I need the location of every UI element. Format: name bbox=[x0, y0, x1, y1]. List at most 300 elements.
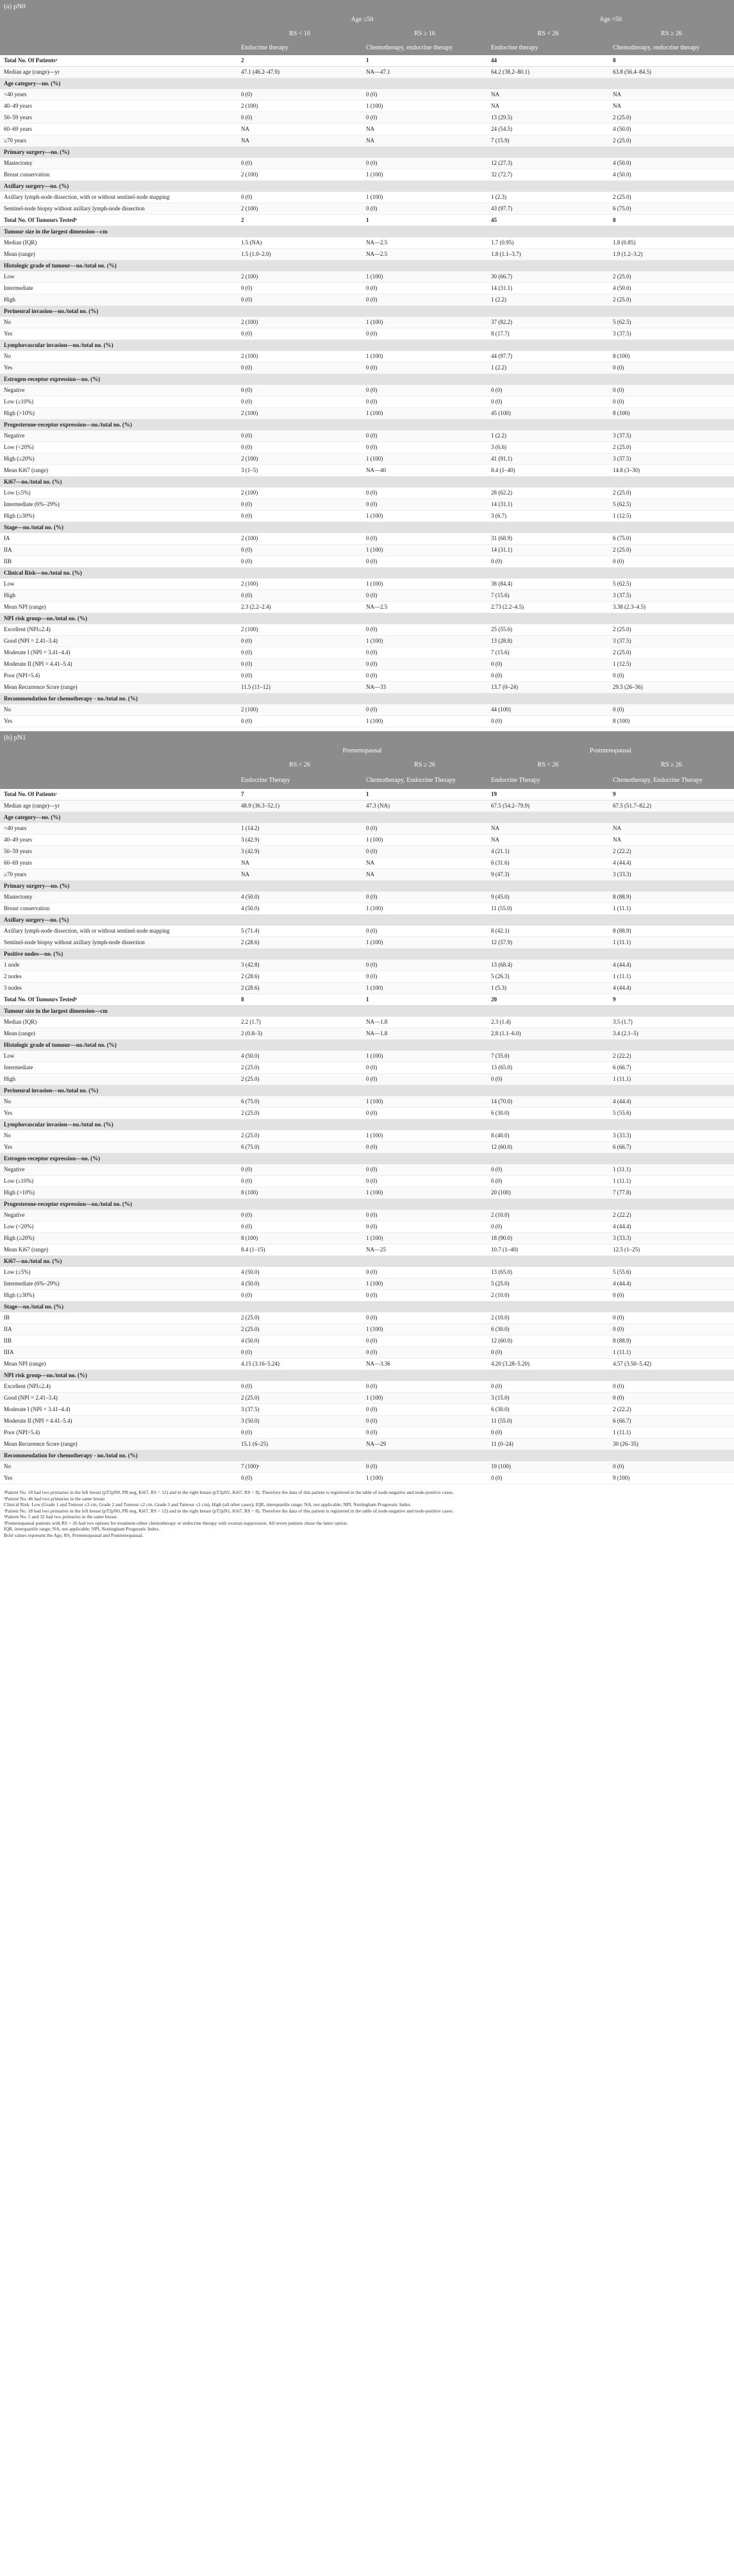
table-cell: 4 (44.4) bbox=[609, 1221, 734, 1233]
table-cell: 2 (22.2) bbox=[609, 1210, 734, 1221]
table-row bbox=[0, 271, 734, 283]
table-cell: 13 (29.5) bbox=[487, 112, 609, 124]
table-cell: 4 (50.0) bbox=[609, 124, 734, 135]
table-cell: 0 (0) bbox=[237, 192, 362, 203]
table-cell: 0 (0) bbox=[362, 1210, 487, 1221]
table-row bbox=[0, 430, 734, 442]
table-body-pn1 bbox=[0, 789, 734, 1484]
table-cell: NA bbox=[237, 135, 362, 147]
table-cell: 0 (0) bbox=[237, 636, 362, 647]
table-cell: 1 (11.1) bbox=[609, 1074, 734, 1085]
table-cell: 4 (44.4) bbox=[609, 1096, 734, 1108]
col-header: RS ≥ 16 bbox=[362, 27, 487, 41]
section-label: Primary surgery—no. (%) bbox=[0, 881, 734, 892]
table-cell: 2 (22.2) bbox=[609, 1051, 734, 1062]
table-cell: 2 (25.0) bbox=[237, 1130, 362, 1142]
table-cell: 8 (100) bbox=[609, 351, 734, 362]
table-cell: 1.9 (1.2–3.2) bbox=[609, 249, 734, 260]
table-cell: 3 (42.9) bbox=[237, 835, 362, 846]
header-blank bbox=[0, 41, 237, 55]
table-cell: 5 (62.5) bbox=[609, 499, 734, 511]
table-row bbox=[0, 1439, 734, 1450]
table-cell: 1 (2.2) bbox=[487, 294, 609, 306]
table-row bbox=[0, 579, 734, 590]
table-cell: 0 (0) bbox=[609, 1290, 734, 1301]
table-cell: 4 (50.0) bbox=[609, 169, 734, 181]
table-cell: NA—1.8 bbox=[362, 1017, 487, 1028]
row-label: Mean Ki67 (range) bbox=[0, 1244, 237, 1256]
table-cell: 2 (10.0) bbox=[487, 1290, 609, 1301]
table-cell: 1 (11.1) bbox=[609, 1347, 734, 1359]
col-header: RS ≥ 26 bbox=[609, 27, 734, 41]
table-cell: 0 (0) bbox=[362, 1267, 487, 1278]
table-cell: 1 (100) bbox=[362, 636, 487, 647]
section-header-row bbox=[0, 78, 734, 90]
table-cell: 0 (0) bbox=[237, 1290, 362, 1301]
table-cell: 12.5 (1–25) bbox=[609, 1244, 734, 1256]
row-label: 2 nodes bbox=[0, 971, 237, 983]
table-cell: 0 (0) bbox=[237, 1347, 362, 1359]
table-cell: NA bbox=[487, 835, 609, 846]
table-row bbox=[0, 1096, 734, 1108]
table-row bbox=[0, 1210, 734, 1221]
table-cell: 1 (100) bbox=[362, 545, 487, 556]
section-header-row bbox=[0, 181, 734, 192]
table-cell: 0 (0) bbox=[487, 1427, 609, 1439]
table-cell: 2 (10.0) bbox=[487, 1210, 609, 1221]
table-cell: NA—33 bbox=[362, 682, 487, 693]
table-cell: 8 (88.9) bbox=[609, 892, 734, 903]
table-cell: 0 (0) bbox=[237, 670, 362, 682]
table-cell: 1 (100) bbox=[362, 271, 487, 283]
table-cell: 7 (15.6) bbox=[487, 590, 609, 602]
table-cell: 4 (50.0) bbox=[237, 1267, 362, 1278]
row-label: Yes bbox=[0, 328, 237, 340]
row-label: Mean NPI (range) bbox=[0, 1359, 237, 1370]
table-row bbox=[0, 1028, 734, 1040]
table-cell: 0 (0) bbox=[362, 1062, 487, 1074]
total-row bbox=[0, 994, 734, 1006]
row-label: High bbox=[0, 294, 237, 306]
table-cell: 0 (0) bbox=[362, 1404, 487, 1416]
row-label: 60–69 years bbox=[0, 858, 237, 869]
table-cell: 44 (100) bbox=[487, 704, 609, 716]
row-label: ≥70 years bbox=[0, 869, 237, 881]
table-row bbox=[0, 624, 734, 636]
table-cell: 45 bbox=[487, 215, 609, 226]
table-cell: 44 bbox=[487, 55, 609, 67]
group-header-age-gt50: Age >50 bbox=[487, 13, 734, 27]
table-cell: 30 (66.7) bbox=[487, 271, 609, 283]
table-cell: 0 (0) bbox=[362, 1290, 487, 1301]
row-label: Negative bbox=[0, 430, 237, 442]
table-row bbox=[0, 249, 734, 260]
table-cell: 2 (100) bbox=[237, 351, 362, 362]
table-cell: 8 bbox=[609, 215, 734, 226]
table-cell: 2 bbox=[237, 55, 362, 67]
table-cell: 0 (0) bbox=[237, 294, 362, 306]
table-cell: 0 (0) bbox=[609, 704, 734, 716]
table-cell: 0 (0) bbox=[237, 1164, 362, 1176]
row-label: 50–59 years bbox=[0, 112, 237, 124]
col-header: RS < 26 bbox=[237, 758, 362, 772]
row-label: Excellent (NPI≤2.4) bbox=[0, 624, 237, 636]
row-label: 1 node bbox=[0, 960, 237, 971]
col-header: RS < 26 bbox=[487, 27, 609, 41]
table-cell: 1 (100) bbox=[362, 351, 487, 362]
row-label: Mastectomy bbox=[0, 892, 237, 903]
section-header-row bbox=[0, 1256, 734, 1267]
table-cell: 0 (0) bbox=[362, 670, 487, 682]
table-row bbox=[0, 237, 734, 249]
table-cell: NA bbox=[237, 869, 362, 881]
row-label: Intermediate bbox=[0, 283, 237, 294]
table-cell: 14 (31.1) bbox=[487, 499, 609, 511]
table-cell: 2 (22.2) bbox=[609, 1404, 734, 1416]
table-cell: NA—40 bbox=[362, 465, 487, 477]
table-cell: 0 (0) bbox=[362, 499, 487, 511]
table-row bbox=[0, 556, 734, 568]
table-cell: 47.1 (46.2–47.9) bbox=[237, 67, 362, 78]
table-cell: 2 (100) bbox=[237, 624, 362, 636]
table-cell: NA bbox=[362, 135, 487, 147]
table-cell: 0 (0) bbox=[609, 1381, 734, 1393]
table-cell: 0 (0) bbox=[237, 1427, 362, 1439]
footnote: ᶜPatient No. 18 had two primaries in the left breast (pT2pN0, PR neg, Ki67, RS = 12) and in the right breast (pT2pN1, Ki67, RS = 8). Therefore the data of this patient is registered in the table of node-negative and node-positive cases. bbox=[4, 1507, 454, 1514]
table-cell: 67.5 (51.7–82.2) bbox=[609, 801, 734, 812]
table-cell: 2 (100) bbox=[237, 317, 362, 328]
table-cell: 1 (100) bbox=[362, 1096, 487, 1108]
table-cell: 0 (0) bbox=[362, 1108, 487, 1119]
table-cell: 0 (0) bbox=[237, 545, 362, 556]
table-cell: 32 (72.7) bbox=[487, 169, 609, 181]
table-row bbox=[0, 1130, 734, 1142]
col-subheader: Chemotherapy, endocrine therapy bbox=[362, 41, 487, 55]
table-cell: 4 (50.0) bbox=[609, 283, 734, 294]
table-cell: 2 (100) bbox=[237, 453, 362, 465]
row-label: Mean (range) bbox=[0, 1028, 237, 1040]
table-cell: 1 (12.5) bbox=[609, 659, 734, 670]
table-cell: NA bbox=[362, 869, 487, 881]
table-cell: 2 (100) bbox=[237, 704, 362, 716]
table-cell: 8.4 (1–40) bbox=[487, 465, 609, 477]
table-cell: 6 (66.7) bbox=[609, 1142, 734, 1153]
total-row bbox=[0, 215, 734, 226]
table-cell: 0 (0) bbox=[362, 158, 487, 169]
table-cell: 0 (0) bbox=[362, 396, 487, 408]
table-cell: 1 bbox=[362, 994, 487, 1006]
section-label: Recommendation for chemotherapy - no./total no. (%) bbox=[0, 1450, 734, 1462]
table-cell: 0 (0) bbox=[362, 328, 487, 340]
table-row bbox=[0, 1187, 734, 1199]
table-cell: 11 (55.0) bbox=[487, 1416, 609, 1427]
table-cell: 0 (0) bbox=[362, 556, 487, 568]
section-label: Lymphovascular invasion—no./total no. (%) bbox=[0, 1119, 734, 1131]
table-row bbox=[0, 1381, 734, 1393]
col-header: RS ≥ 26 bbox=[362, 758, 487, 772]
section-label: Stage—no./total no. (%) bbox=[0, 1301, 734, 1313]
table-row bbox=[0, 835, 734, 846]
table-cell: 38 (84.4) bbox=[487, 579, 609, 590]
table-cell: 1 (100) bbox=[362, 835, 487, 846]
row-label: Good (NPI = 2.41–3.4) bbox=[0, 636, 237, 647]
table-row bbox=[0, 362, 734, 374]
table-cell: 10.7 (1–40) bbox=[487, 1244, 609, 1256]
table-cell: 4 (50.0) bbox=[609, 158, 734, 169]
section-label: NPI risk group—no./total no. (%) bbox=[0, 613, 734, 625]
table-cell: NA bbox=[487, 823, 609, 835]
table-cell: 2 (28.6) bbox=[237, 937, 362, 949]
table-cell: NA—29 bbox=[362, 1439, 487, 1450]
table-row bbox=[0, 1267, 734, 1278]
table-cell: 2 (100) bbox=[237, 487, 362, 499]
row-label: Median (IQR) bbox=[0, 237, 237, 249]
section-label: Recommendation for chemotherapy - no./total no. (%) bbox=[0, 693, 734, 705]
row-label: Intermediate bbox=[0, 1062, 237, 1074]
section-header-row bbox=[0, 1006, 734, 1017]
table-cell: NA bbox=[237, 124, 362, 135]
footnote: Bold values represent the Age, RS, Premenopausal and Postmenopausal. bbox=[4, 1532, 144, 1538]
section-label: Perineural invasion—no./total no. (%) bbox=[0, 306, 734, 318]
table-cell: 1 (11.1) bbox=[609, 903, 734, 915]
section-header-row bbox=[0, 419, 734, 431]
table-cell: 0 (0) bbox=[237, 1473, 362, 1484]
section-header-row bbox=[0, 693, 734, 705]
table-cell: 3 (37.5) bbox=[609, 453, 734, 465]
table-row bbox=[0, 169, 734, 181]
table-cell: 31 (68.9) bbox=[487, 533, 609, 545]
table-cell: 0 (0) bbox=[362, 590, 487, 602]
row-label: Mean Recurrence Score (range) bbox=[0, 1439, 237, 1450]
table-cell: NA—2.5 bbox=[362, 602, 487, 613]
table-row bbox=[0, 294, 734, 306]
section-label: Perineural invasion—no./total no. (%) bbox=[0, 1085, 734, 1097]
table-cell: 64.2 (38.2–80.1) bbox=[487, 67, 609, 78]
table-cell: 0 (0) bbox=[237, 590, 362, 602]
section-header-row bbox=[0, 1040, 734, 1051]
table-cell: 4 (50.0) bbox=[237, 903, 362, 915]
row-label: Total No. Of Patientsᵃ bbox=[0, 55, 237, 67]
table-cell: 2 (25.0) bbox=[237, 1062, 362, 1074]
table-cell: 7 (15.6) bbox=[487, 647, 609, 659]
section-header-row bbox=[0, 1450, 734, 1462]
footnote: Clinical Risk: Low (Grade 1 and Tumour ≤3 cm, Grade 2 and Tumour ≤2 cm, Grade 3 and Tumour ≤1 cm), High (all other cases); IQR, interquartile range; NA, not applicable; NPI, Nottingham Prognostic Index. bbox=[4, 1502, 412, 1507]
table-cell: NA—3.36 bbox=[362, 1359, 487, 1370]
section-label: Estrogen-receptor expression—no. (%) bbox=[0, 374, 734, 386]
panel-title-pn1: (b) pN1 bbox=[0, 731, 734, 744]
table-cell: 0 (0) bbox=[362, 971, 487, 983]
table-cell: NA—47.1 bbox=[362, 67, 487, 78]
section-label: Axillary surgery—no. (%) bbox=[0, 915, 734, 926]
table-cell: 0 (0) bbox=[362, 892, 487, 903]
header-blank bbox=[0, 758, 237, 772]
col-subheader: Endocrine therapy bbox=[487, 41, 609, 55]
table-cell: 3 (37.5) bbox=[609, 328, 734, 340]
table-cell: 67.5 (54.2–79.9) bbox=[487, 801, 609, 812]
table-cell: 6 (75.0) bbox=[237, 1096, 362, 1108]
section-label: NPI risk group—no./total no. (%) bbox=[0, 1370, 734, 1382]
row-label: Poor (NPI>5.4) bbox=[0, 670, 237, 682]
table-row bbox=[0, 351, 734, 362]
table-row bbox=[0, 545, 734, 556]
table-cell: 20 (100) bbox=[487, 1187, 609, 1199]
col-header: RS < 26 bbox=[487, 758, 609, 772]
table-cell: 5 (55.6) bbox=[609, 1267, 734, 1278]
table-cell: 1 (2.2) bbox=[487, 430, 609, 442]
table-cell: 7 bbox=[237, 789, 362, 801]
col-subheader: Chemotherapy, Endocrine Therapy bbox=[609, 772, 734, 789]
table-cell: 3.5 (1.7) bbox=[609, 1017, 734, 1028]
table-cell: 0 (0) bbox=[362, 1142, 487, 1153]
table-cell: 4 (44.4) bbox=[609, 960, 734, 971]
table-cell: 8 (42.1) bbox=[487, 926, 609, 937]
table-cell: NA bbox=[609, 835, 734, 846]
table-cell: 1 (100) bbox=[362, 903, 487, 915]
table-cell: 11 (0–24) bbox=[487, 1439, 609, 1450]
table-cell: 8 (88.9) bbox=[609, 926, 734, 937]
table-cell: 0 (0) bbox=[237, 112, 362, 124]
table-cell: 2.73 (2.2–4.5) bbox=[487, 602, 609, 613]
table-cell: 14.8 (3–30) bbox=[609, 465, 734, 477]
table-cell: 0 (0) bbox=[237, 328, 362, 340]
row-label: Low (≤10%) bbox=[0, 1176, 237, 1187]
table-row bbox=[0, 590, 734, 602]
table-row bbox=[0, 1108, 734, 1119]
table-row bbox=[0, 892, 734, 903]
table-cell: 0 (0) bbox=[362, 362, 487, 374]
table-cell: 6 (66.7) bbox=[609, 1416, 734, 1427]
row-label: Mean NPI (range) bbox=[0, 602, 237, 613]
table-cell: 3 (6.6) bbox=[487, 442, 609, 453]
footnote: ᵈPatient No. 5 and 32 had two primaries in the same breast. bbox=[4, 1514, 118, 1520]
row-label: Low bbox=[0, 271, 237, 283]
row-label: Low (≤5%) bbox=[0, 1267, 237, 1278]
table-cell: 19 bbox=[487, 789, 609, 801]
table-row bbox=[0, 328, 734, 340]
section-header-row bbox=[0, 915, 734, 926]
table-cell: 0 (0) bbox=[362, 487, 487, 499]
section-header-row bbox=[0, 613, 734, 625]
section-label: Tumour size in the largest dimension—cm bbox=[0, 1006, 734, 1017]
table-cell: 4.57 (3.50–5.42) bbox=[609, 1359, 734, 1370]
group-header-premenopausal: Premenopausal bbox=[237, 744, 487, 758]
table-row bbox=[0, 465, 734, 477]
row-label: 3 nodes bbox=[0, 983, 237, 994]
table-cell: 0 (0) bbox=[237, 1221, 362, 1233]
table-cell: 0 (0) bbox=[487, 1347, 609, 1359]
table-cell: 8 (100) bbox=[237, 1187, 362, 1199]
table-row bbox=[0, 408, 734, 419]
table-cell: 2 (25.0) bbox=[609, 135, 734, 147]
row-label: IIA bbox=[0, 1324, 237, 1335]
table-cell: 1 (100) bbox=[362, 1130, 487, 1142]
table-cell: NA—2.5 bbox=[362, 249, 487, 260]
table-cell: 2.8 (1.1–6.0) bbox=[487, 1028, 609, 1040]
table-cell: 6 (30.0) bbox=[487, 1324, 609, 1335]
table-row bbox=[0, 716, 734, 727]
table-cell: 3 (37.5) bbox=[609, 430, 734, 442]
table-cell: 4 (50.0) bbox=[237, 892, 362, 903]
footnote: ᵇPatient No. 46 had two primaries in the same breast bbox=[4, 1495, 105, 1502]
table-cell: 1 (14.2) bbox=[237, 823, 362, 835]
table-cell: NA—1.8 bbox=[362, 1028, 487, 1040]
table-cell: 28 (62.2) bbox=[487, 487, 609, 499]
table-cell: 1 (100) bbox=[362, 937, 487, 949]
table-cell: 2 (100) bbox=[237, 101, 362, 112]
table-cell: 1 (100) bbox=[362, 1324, 487, 1335]
table-cell: 8 (100) bbox=[609, 408, 734, 419]
table-row bbox=[0, 846, 734, 858]
row-label: Median age (range)—yr bbox=[0, 67, 237, 78]
row-label: IB bbox=[0, 1312, 237, 1324]
table-row bbox=[0, 203, 734, 215]
section-header-row bbox=[0, 568, 734, 579]
row-label: No bbox=[0, 1130, 237, 1142]
table-row bbox=[0, 926, 734, 937]
row-label: Yes bbox=[0, 1108, 237, 1119]
table-cell: 8 (17.7) bbox=[487, 328, 609, 340]
table-cell: 1 (11.1) bbox=[609, 1427, 734, 1439]
table-cell: 0 (0) bbox=[362, 112, 487, 124]
table-cell: NA bbox=[487, 101, 609, 112]
table-row bbox=[0, 317, 734, 328]
table-cell: 12 (27.3) bbox=[487, 158, 609, 169]
table-row bbox=[0, 1051, 734, 1062]
table-cell: 1 (5.3) bbox=[487, 983, 609, 994]
table-cell: 5 (62.5) bbox=[609, 579, 734, 590]
table-row bbox=[0, 602, 734, 613]
section-label: Age category—no. (%) bbox=[0, 78, 734, 90]
table-cell: 1 (100) bbox=[362, 1473, 487, 1484]
table-cell: 0 (0) bbox=[609, 670, 734, 682]
row-label: Total No. Of Tumours Testedᵇ bbox=[0, 215, 237, 226]
table-cell: 29.5 (26–36) bbox=[609, 682, 734, 693]
table-cell: 0 (0) bbox=[362, 647, 487, 659]
table-cell: 9 (47.3) bbox=[487, 869, 609, 881]
table-cell: 0 (0) bbox=[362, 1312, 487, 1324]
table-cell: 0 (0) bbox=[487, 1164, 609, 1176]
row-label: Low (≤5%) bbox=[0, 487, 237, 499]
section-header-row bbox=[0, 812, 734, 824]
table-cell: 4 (44.4) bbox=[609, 983, 734, 994]
table-cell: 1 (11.1) bbox=[609, 1164, 734, 1176]
table-cell: 0 (0) bbox=[609, 385, 734, 396]
table-row bbox=[0, 1233, 734, 1244]
section-label: Ki67—no./total no. (%) bbox=[0, 477, 734, 488]
section-header-row bbox=[0, 1153, 734, 1165]
row-label: Moderate I (NPI = 3.41–4.4) bbox=[0, 647, 237, 659]
table-cell: 0 (0) bbox=[362, 1381, 487, 1393]
table-cell: 1 (100) bbox=[362, 579, 487, 590]
table-cell: 5 (26.3) bbox=[487, 971, 609, 983]
table-row bbox=[0, 1461, 734, 1473]
table-row bbox=[0, 704, 734, 716]
table-row bbox=[0, 453, 734, 465]
table-cell: 2 (100) bbox=[237, 579, 362, 590]
row-label: Negative bbox=[0, 1210, 237, 1221]
row-label: Median (IQR) bbox=[0, 1017, 237, 1028]
table-row bbox=[0, 960, 734, 971]
row-label: Low (<20%) bbox=[0, 1221, 237, 1233]
table-cell: 3 (33.3) bbox=[609, 869, 734, 881]
row-label: Low bbox=[0, 579, 237, 590]
table-cell: 25 (55.6) bbox=[487, 624, 609, 636]
row-label: IIA bbox=[0, 545, 237, 556]
table-cell: 3 (15.0) bbox=[487, 1393, 609, 1404]
table-cell: 0 (0) bbox=[487, 1074, 609, 1085]
table-cell: 6 (30.0) bbox=[487, 1108, 609, 1119]
table-cell: 0 (0) bbox=[237, 1210, 362, 1221]
